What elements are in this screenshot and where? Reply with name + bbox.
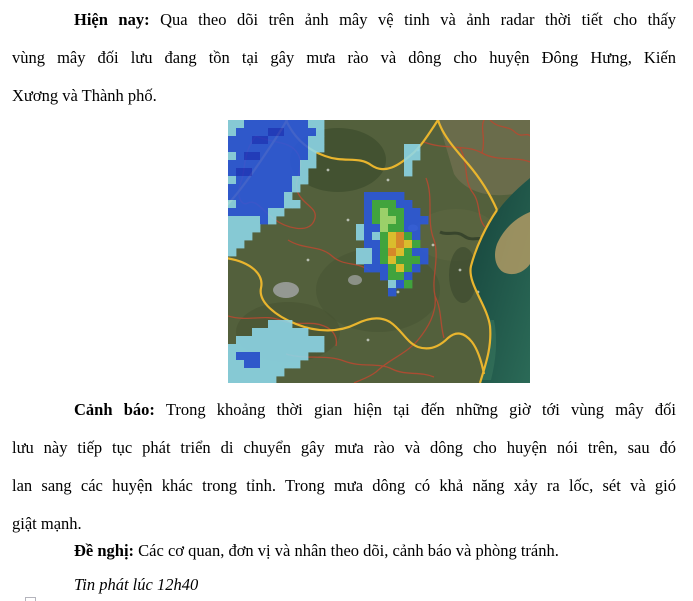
paragraph-canh-bao — [12, 391, 676, 543]
paragraph-line: lưu này tiếp tục phát triển di chuyển gây mưa rào và dông cho huyện nói trên, sau đó — [12, 438, 676, 457]
paragraph-line: vùng mây đối lưu đang tồn tại gây mưa rào và dông cho huyện Đông Hưng, Kiến — [12, 48, 676, 67]
paragraph-line: lan sang các huyện khác trong tỉnh. Trong mưa dông có khả năng xảy ra lốc, sét và gió — [12, 476, 676, 495]
paragraph-de-nghi — [12, 532, 676, 570]
paragraph-issue-time — [12, 566, 676, 601]
paragraph-label-de-nghi: Đề nghị: — [74, 541, 135, 560]
anchor-marker-box — [25, 597, 36, 601]
paragraph-text: Qua theo dõi trên ảnh mây vệ tinh và ảnh radar thời tiết cho thấy — [149, 10, 676, 29]
paragraph-line: Xương và Thành phố. — [12, 86, 157, 105]
weather-radar-map-image — [228, 120, 530, 383]
paragraph-line — [12, 391, 676, 429]
paragraph-text: Các cơ quan, đơn vị và nhân theo dõi, cảnh báo và phòng tránh. — [134, 541, 559, 560]
paragraph-label-hien-nay: Hiện nay: — [74, 10, 150, 29]
paragraph-line — [12, 532, 676, 570]
paragraph-line: giật mạnh. — [12, 514, 82, 533]
paragraph-line — [12, 1, 676, 39]
radar-map-svg — [228, 120, 530, 383]
paragraph-line: Tin phát lúc 12h40 — [74, 575, 199, 594]
paragraph-text: Trong khoảng thời gian hiện tại đến những giờ tới vùng mây đối — [154, 400, 676, 419]
paragraph-hien-nay — [12, 1, 676, 115]
paragraph-label-canh-bao: Cảnh báo: — [74, 400, 155, 419]
